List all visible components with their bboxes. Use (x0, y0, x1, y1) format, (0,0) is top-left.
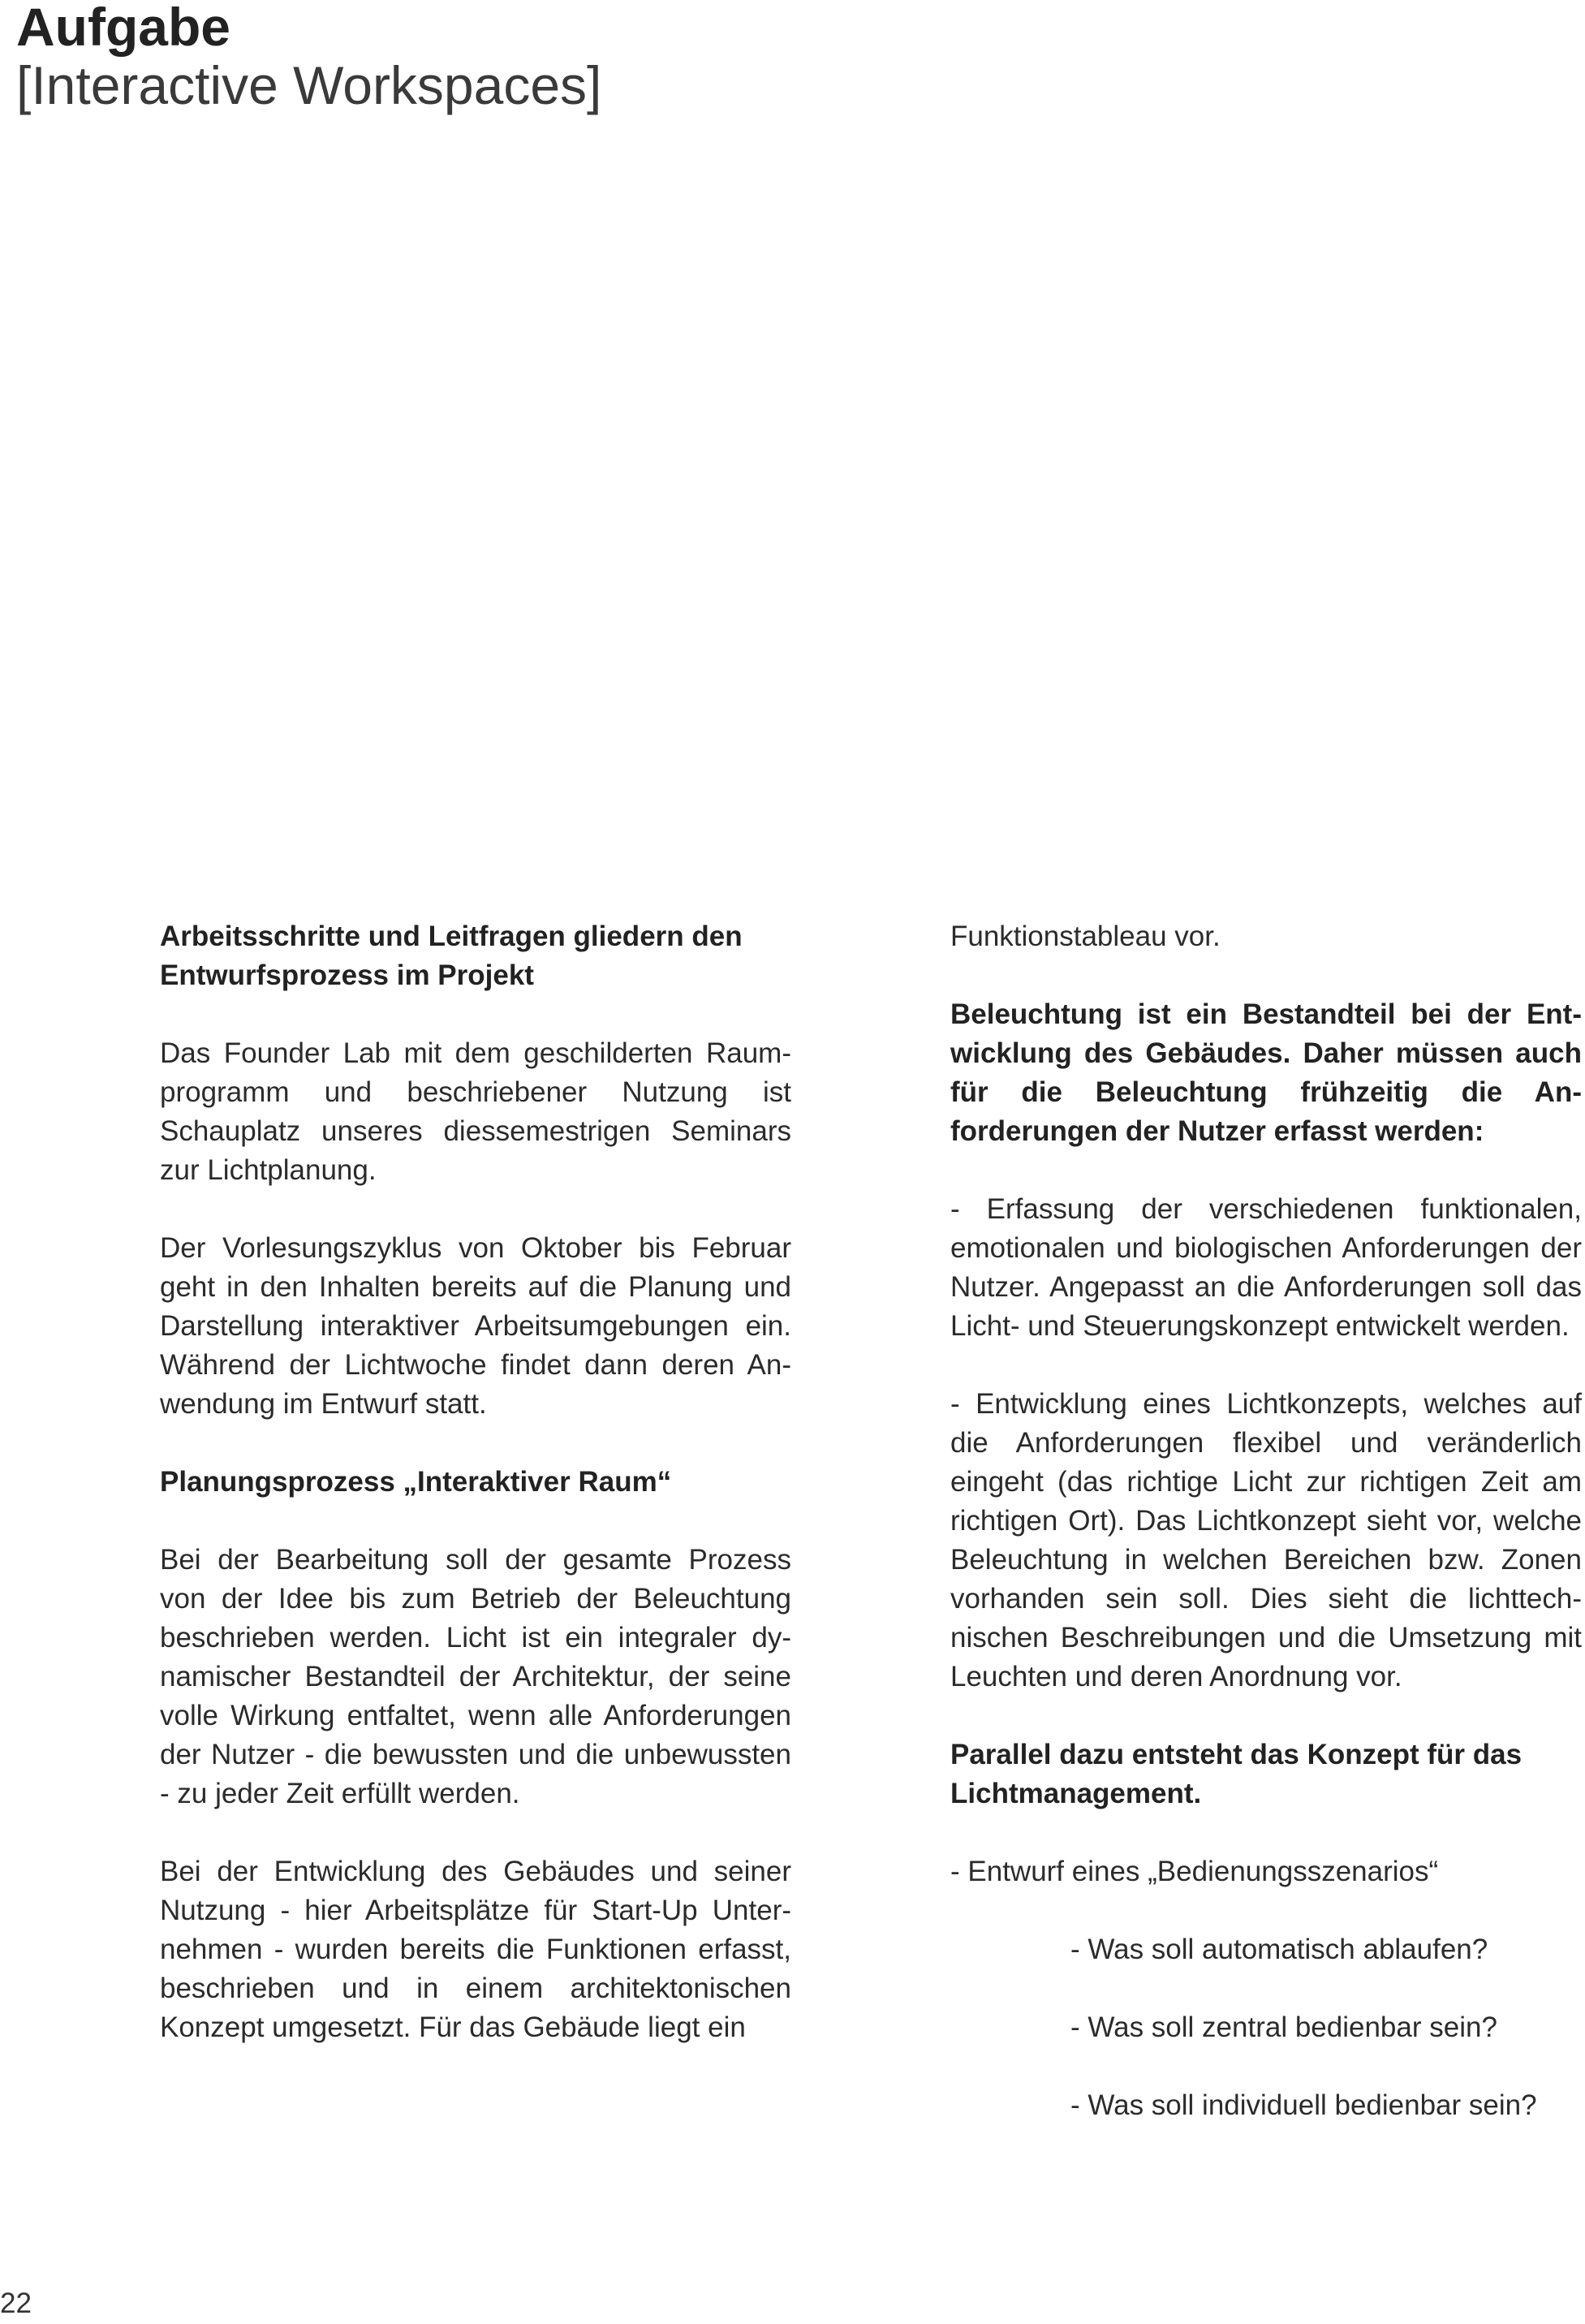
paragraph: Bei der Bearbeitung soll der gesamte Prozess von der Idee bis zum Betrieb der Beleuchtung beschrieben werden. Licht ist ein integraler dynamischer Bestandteil der Architektur, der seine volle Wirkung entfaltet, wenn alle Anforderungen der Nutzer - die bewussten und die unbewussten - zu jeder Zeit erfüllt werden. (160, 1544, 791, 1809)
list-item: - Entwurf eines „Bedienungsszenarios“ (950, 1856, 1439, 1887)
paragraph: Der Vorlesungszyklus von Oktober bis Februar geht in den Inhalten bereits auf die Planung und Darstellung interaktiver Arbeitsumgebungen ein. Während der Lichtwoche findet dann deren Anwendung im Entwurf statt. (160, 1232, 791, 1420)
right-column (950, 917, 1582, 2164)
paragraph: Das Founder Lab mit dem geschilderten Raumprogramm und beschriebener Nutzung ist Schauplatz unseres diessemestrigen Seminars zur Lichtplanung. (160, 1037, 791, 1186)
section-heading: Arbeitsschritte und Leitfragen gliedern den Entwurfsprozess im Projekt (160, 921, 743, 991)
paragraph: - Erfassung der verschiedenen funktionalen, emotionalen und biologischen Anforderungen der Nutzer. Angepasst an die Anforderungen soll das Licht- und Steuerungskonzept entwickelt werden. (950, 1193, 1582, 1342)
paragraph: Funktionstableau vor. (950, 921, 1221, 952)
left-column (160, 917, 791, 2086)
list-sub-item: - Was soll automatisch ablaufen? (1070, 1934, 1488, 1965)
section-heading: Planungsprozess „Interaktiver Raum“ (160, 1466, 672, 1498)
page-number: 22 (0, 2287, 32, 2319)
section-heading: Beleuchtung ist ein Bestandteil bei der Entwicklung des Gebäudes. Daher müssen auch für die Beleuchtung frühzeitig die Anforderungen der Nutzer erfasst werden: (950, 998, 1582, 1147)
page-subtitle: [Interactive Workspaces] (16, 55, 602, 115)
list-sub-item: - Was soll individuell bedienbar sein? (1070, 2089, 1537, 2121)
page-title: Aufgabe (16, 0, 230, 57)
paragraph: Bei der Entwicklung des Gebäudes und seiner Nutzung - hier Arbeitsplätze für Start-Up Unternehmen - wurden bereits die Funktionen erfasst, beschrieben und in einem architektonischen Konzept umgesetzt. Für das Gebäude liegt ein (160, 1856, 791, 2043)
list-sub-item: - Was soll zentral bedienbar sein? (1070, 2011, 1497, 2043)
paragraph: - Entwicklung eines Lichtkonzepts, welches auf die Anforderungen flexibel und veränderlich eingeht (das richtige Licht zur richtigen Zeit am richtigen Ort). Das Lichtkonzept sieht vor, welche Beleuchtung in welchen Bereichen bzw. Zonen vorhanden sein soll. Dies sieht die lichttechnischen Beschreibungen und die Umsetzung mit Leuchten und deren Anordnung vor. (950, 1388, 1582, 1692)
section-heading: Parallel dazu entsteht das Konzept für das Lichtmanagement. (950, 1739, 1523, 1809)
scenario-list (950, 1852, 1582, 2125)
page-heading (16, 0, 601, 115)
